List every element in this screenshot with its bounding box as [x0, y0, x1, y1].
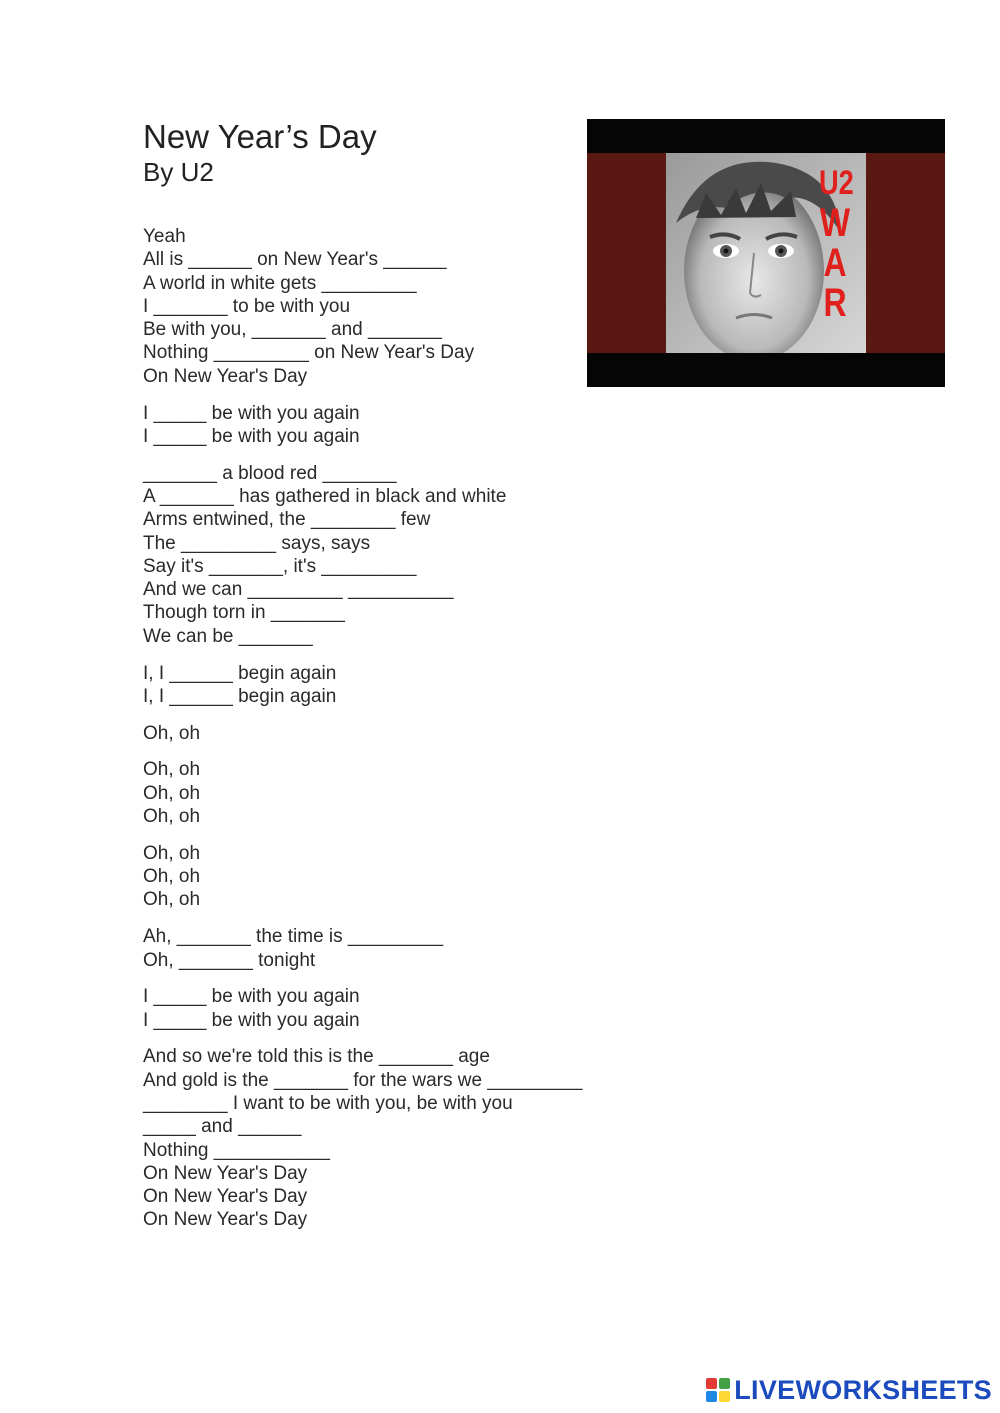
lyric-line: On New Year's Day [143, 1209, 308, 1231]
lyric-line: _______ a blood red _______ [143, 462, 397, 484]
lyric-line: Oh, _______ tonight [143, 949, 316, 971]
lyric-line: Nothing _________ on New Year's Day [143, 342, 475, 364]
lyric-line: I _____ be with you again [143, 402, 360, 424]
lyric-line: I _____ be with you again [143, 986, 360, 1008]
lyric-line: Oh, oh [143, 806, 201, 828]
album-cover [587, 119, 945, 387]
lyric-line: And gold is the _______ for the wars we _________ [143, 1069, 583, 1091]
lyric-line: We can be _______ [143, 625, 313, 647]
stanza [143, 842, 603, 912]
stanza [143, 925, 603, 972]
lyric-line: A _______ has gathered in black and white [143, 485, 507, 507]
stanza [143, 722, 603, 745]
lyric-line: I _____ be with you again [143, 1009, 360, 1031]
lyric-line: Ah, _______ the time is _________ [143, 926, 444, 948]
lyric-line: Nothing ___________ [143, 1139, 331, 1161]
lyric-line: On New Year's Day [143, 1162, 308, 1184]
liveworksheets-logo[interactable] [706, 1375, 992, 1405]
stanza [143, 662, 603, 709]
stanza [143, 225, 603, 388]
lyric-line: A world in white gets _________ [143, 272, 417, 294]
album-letter-w: W [819, 201, 851, 245]
stanza [143, 1045, 603, 1231]
lyric-line: Arms entwined, the ________ few [143, 509, 431, 531]
lyric-line: On New Year's Day [143, 365, 308, 387]
lyric-line: I _______ to be with you [143, 295, 351, 317]
stanza [143, 985, 603, 1032]
stanza [143, 402, 603, 449]
lyric-line: Though torn in _______ [143, 602, 345, 624]
lyric-line: Say it's _______, it's _________ [143, 555, 417, 577]
lyric-line: Oh, oh [143, 889, 201, 911]
album-letter-a: A [823, 241, 847, 285]
lyric-line: And so we're told this is the _______ age [143, 1046, 490, 1068]
lyric-line: ________ I want to be with you, be with you [143, 1093, 513, 1114]
brand-name: LIVEWORKSHEETS [734, 1374, 992, 1405]
lyric-line: I, I ______ begin again [143, 685, 337, 707]
lyric-line: Oh, oh [143, 842, 201, 864]
lyric-line: Yeah [143, 226, 186, 247]
lyric-line: Be with you, _______ and _______ [143, 319, 442, 341]
lyrics [143, 225, 603, 1245]
lyric-line: Oh, oh [143, 782, 201, 804]
liveworksheets-icon [706, 1378, 730, 1402]
lyric-line: _____ and ______ [143, 1116, 302, 1138]
lyric-line: On New Year's Day [143, 1186, 308, 1208]
band-name-text: U2 [819, 164, 854, 202]
lyric-line: Oh, oh [143, 866, 201, 888]
lyric-line: And we can _________ __________ [143, 579, 454, 601]
lyric-line: Oh, oh [143, 759, 201, 781]
page-subtitle: By U2 [143, 157, 214, 187]
album-letter-r: R [823, 281, 847, 325]
lyric-line: The _________ says, says [143, 532, 371, 554]
lyric-line: All is ______ on New Year's ______ [143, 249, 447, 271]
stanza [143, 758, 603, 828]
stanza [143, 462, 603, 648]
lyric-line: I, I ______ begin again [143, 662, 337, 684]
lyric-line: I _____ be with you again [143, 425, 360, 447]
lyric-line: Oh, oh [143, 722, 201, 744]
page-title: New Year’s Day [143, 118, 377, 155]
